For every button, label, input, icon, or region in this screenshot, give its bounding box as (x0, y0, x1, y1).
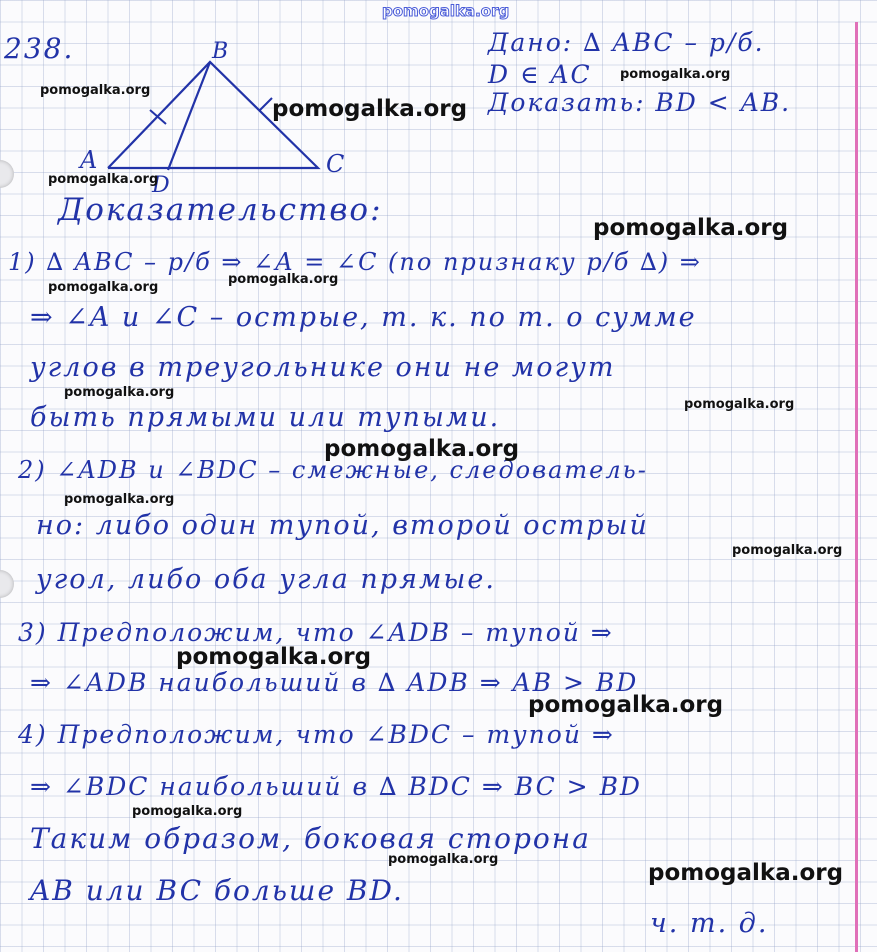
point-label-d: D (152, 173, 170, 198)
proof-line: углов в треугольнике они не могут (30, 352, 616, 383)
given-line-1: Дано: ∆ ABC – р/б. (488, 28, 765, 57)
watermark: pomogalka.org (132, 804, 243, 819)
proof-line: ⇒ ∠A и ∠C – острые, т. к. по т. о сумме (30, 302, 697, 333)
watermark: pomogalka.org (64, 492, 175, 507)
site-header-watermark[interactable]: pomogalka.org (382, 2, 510, 20)
proof-line: 2) ∠ADB и ∠BDC – смежные, следователь- (18, 456, 648, 484)
watermark: pomogalka.org (732, 543, 843, 558)
watermark: pomogalka.org (228, 272, 339, 287)
watermark: pomogalka.org (324, 436, 520, 462)
proof-line: 3) Предположим, что ∠ADB – тупой ⇒ (18, 618, 614, 647)
prove-statement: Доказать: BD < AB. (488, 88, 792, 117)
watermark: pomogalka.org (388, 852, 499, 867)
watermark: pomogalka.org (48, 280, 159, 295)
watermark: pomogalka.org (528, 692, 724, 718)
problem-number: 238. (4, 32, 75, 65)
proof-line: ⇒ ∠BDC наибольший в ∆ BDC ⇒ BC > BD (30, 772, 642, 801)
watermark: pomogalka.org (684, 397, 795, 412)
proof-line: 4) Предположим, что ∠BDC – тупой ⇒ (18, 720, 615, 749)
watermark: pomogalka.org (176, 644, 372, 670)
watermark: pomogalka.org (48, 172, 159, 187)
proof-line: быть прямыми или тупыми. (30, 402, 501, 433)
proof-heading: Доказательство: (58, 192, 383, 228)
vertex-label-c: C (326, 150, 345, 178)
vertex-label-a: A (80, 146, 98, 174)
binder-hole (0, 160, 14, 188)
proof-line: но: либо один тупой, второй острый (36, 510, 649, 541)
watermark: pomogalka.org (620, 67, 731, 82)
watermark: pomogalka.org (272, 96, 468, 122)
vertex-label-b: B (212, 40, 229, 64)
watermark: pomogalka.org (40, 83, 151, 98)
watermark: pomogalka.org (648, 860, 844, 886)
watermark: pomogalka.org (64, 385, 175, 400)
tick-mark-bc (260, 98, 272, 110)
proof-line: Таким образом, боковая сторона (30, 822, 591, 855)
given-line-2: D ∈ AC (488, 60, 592, 89)
proof-line: ⇒ ∠ADB наибольший в ∆ ADB ⇒ AB > BD (30, 668, 639, 697)
proof-line: угол, либо оба угла прямые. (36, 564, 496, 595)
proof-conclusion: AB или BC больше BD. (30, 874, 404, 907)
binder-hole (0, 570, 14, 598)
segment-bd (168, 62, 210, 170)
notebook-margin-line (855, 22, 858, 952)
qed-mark: ч. т. д. (650, 908, 769, 939)
watermark: pomogalka.org (593, 215, 789, 241)
proof-line: 1) ∆ ABC – р/б ⇒ ∠A = ∠C (по признаку р/б ∆) ⇒ (8, 248, 702, 276)
